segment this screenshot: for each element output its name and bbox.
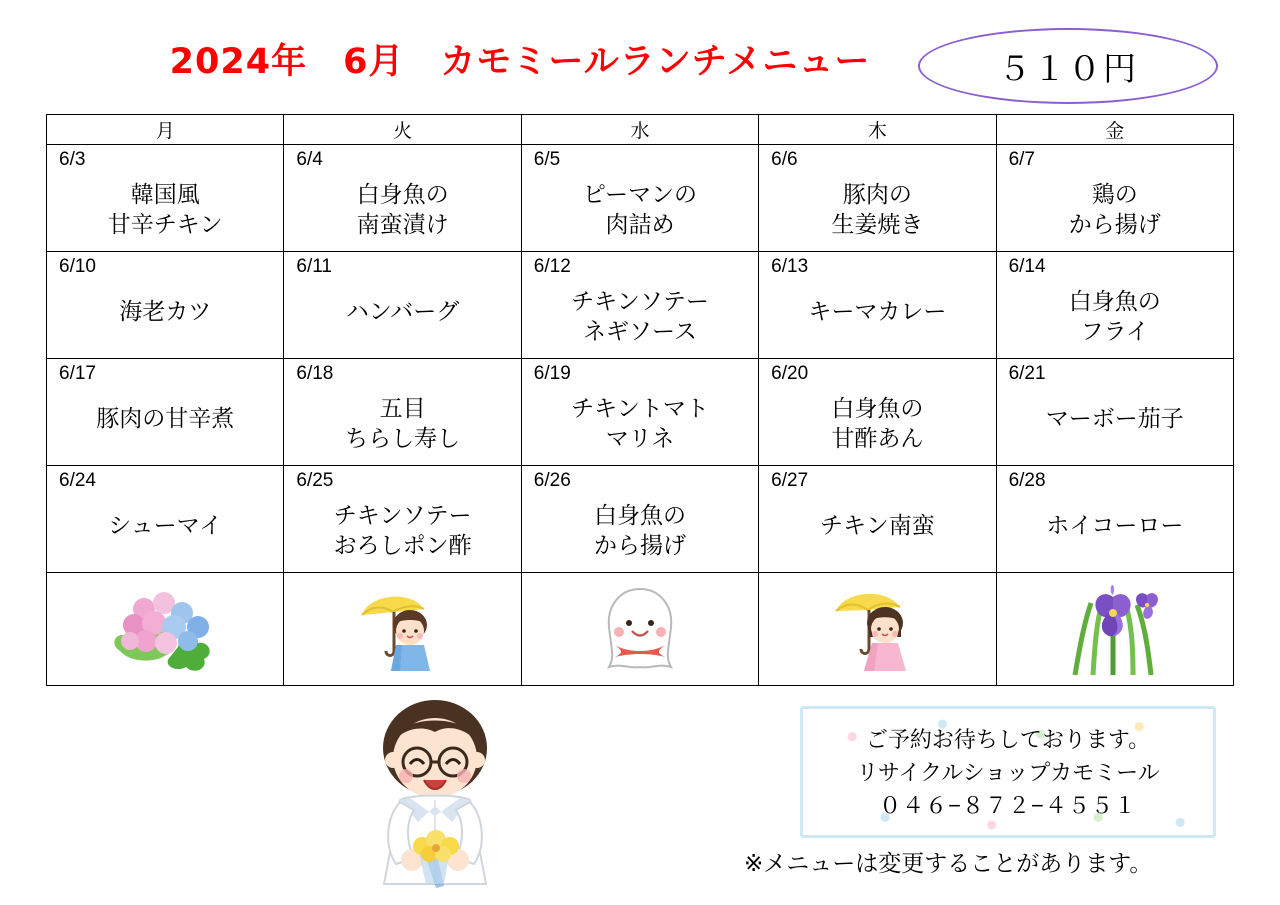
cell-date: 6/5 xyxy=(533,149,561,170)
info-line-phone: ０４６−８７２−４５５１ xyxy=(879,792,1137,818)
page-header xyxy=(0,34,1280,96)
decoration-cell xyxy=(521,573,758,686)
cell-date: 6/12 xyxy=(533,256,571,277)
cell-dish: 白身魚の フライ xyxy=(1068,288,1161,345)
menu-cell xyxy=(521,359,758,466)
menu-cell xyxy=(759,359,996,466)
cell-dish: シューマイ xyxy=(108,512,223,538)
cell-date: 6/28 xyxy=(1008,470,1046,491)
menu-cell xyxy=(521,466,758,573)
cell-date: 6/11 xyxy=(296,256,332,277)
menu-cell xyxy=(521,145,758,252)
cell-dish: 五目 ちらし寿し xyxy=(345,395,461,452)
decoration-cell xyxy=(759,573,996,686)
cell-dish: ホイコーロー xyxy=(1046,512,1184,538)
menu-cell xyxy=(996,359,1233,466)
menu-cell xyxy=(47,359,284,466)
cell-dish: ピーマンの 肉詰め xyxy=(582,181,698,238)
menu-cell xyxy=(47,252,284,359)
cell-date: 6/7 xyxy=(1008,149,1035,170)
menu-cell xyxy=(759,466,996,573)
decoration-cell xyxy=(47,573,284,686)
cell-dish: チキンソテー おろしポン酢 xyxy=(333,502,472,559)
menu-cell xyxy=(996,145,1233,252)
table-row xyxy=(47,252,1234,359)
decoration-cell xyxy=(996,573,1233,686)
cell-date: 6/4 xyxy=(296,149,323,170)
cell-date: 6/24 xyxy=(59,470,96,491)
cell-date: 6/10 xyxy=(59,256,96,277)
info-line-shopname: リサイクルショップカモミール xyxy=(856,759,1160,785)
menu-cell xyxy=(759,145,996,252)
menu-table xyxy=(46,114,1234,686)
weekday-header-mon: 月 xyxy=(47,115,284,145)
weekday-header-wed: 水 xyxy=(521,115,758,145)
iris-flower-icon xyxy=(997,573,1233,685)
cell-date: 6/14 xyxy=(1008,256,1046,277)
menu-cell xyxy=(47,466,284,573)
menu-cell xyxy=(284,145,521,252)
cell-dish: マーボー茄子 xyxy=(1045,405,1184,431)
cell-date: 6/27 xyxy=(771,470,809,491)
cell-dish: 白身魚の から揚げ xyxy=(593,502,686,559)
cell-dish: 豚肉の甘辛煮 xyxy=(96,405,235,431)
menu-change-note: ※メニューは変更することがあります。 xyxy=(744,850,1153,876)
cell-dish: キーマカレー xyxy=(808,298,947,324)
hydrangea-icon xyxy=(47,573,283,685)
cell-dish: 白身魚の 甘酢あん xyxy=(831,395,924,452)
menu-cell xyxy=(284,252,521,359)
girl-with-umbrella-icon xyxy=(759,573,995,685)
price-badge xyxy=(918,28,1218,104)
cell-dish: 韓国風 甘辛チキン xyxy=(107,181,223,238)
cell-date: 6/25 xyxy=(296,470,334,491)
cell-dish: 豚肉の 生姜焼き xyxy=(831,181,924,238)
menu-cell xyxy=(521,252,758,359)
cell-dish: チキン南蛮 xyxy=(819,512,935,538)
cell-date: 6/3 xyxy=(59,149,86,170)
teruteru-bozu-icon xyxy=(522,573,758,685)
weekday-header-tue: 火 xyxy=(284,115,521,145)
cell-date: 6/13 xyxy=(771,256,809,277)
menu-cell xyxy=(47,145,284,252)
menu-cell xyxy=(996,252,1233,359)
info-line-reservation: ご予約お待ちしております。 xyxy=(865,726,1151,752)
cell-date: 6/17 xyxy=(59,363,96,384)
chef-with-flowers-icon xyxy=(340,688,530,898)
cell-dish: チキントマト マリネ xyxy=(571,395,709,452)
price-text: ５１０円 xyxy=(998,49,1138,87)
cell-dish: 鶏の から揚げ xyxy=(1068,181,1161,238)
menu-cell xyxy=(284,359,521,466)
cell-date: 6/26 xyxy=(533,470,571,491)
cell-date: 6/18 xyxy=(296,363,334,384)
cell-date: 6/6 xyxy=(771,149,798,170)
weekday-header-thu: 木 xyxy=(759,115,996,145)
decoration-cell xyxy=(284,573,521,686)
cell-date: 6/21 xyxy=(1008,363,1046,384)
cell-dish: 海老カツ xyxy=(119,298,212,324)
menu-cell xyxy=(284,466,521,573)
table-row xyxy=(47,145,1234,252)
cell-dish: チキンソテー ネギソース xyxy=(571,288,709,345)
cell-dish: ハンバーグ xyxy=(345,298,460,324)
weekday-header-fri: 金 xyxy=(996,115,1233,145)
cell-dish: 白身魚の 南蛮漬け xyxy=(356,181,449,238)
reservation-info-box xyxy=(800,706,1216,838)
cell-date: 6/19 xyxy=(533,363,571,384)
boy-with-umbrella-icon xyxy=(284,573,520,685)
table-header-row xyxy=(47,115,1234,145)
table-row xyxy=(47,466,1234,573)
decoration-row xyxy=(47,573,1234,686)
table-row xyxy=(47,359,1234,466)
cell-date: 6/20 xyxy=(771,363,809,384)
menu-cell xyxy=(759,252,996,359)
page-title: 2024年 6月 カモミールランチメニュー xyxy=(169,42,871,82)
menu-cell xyxy=(996,466,1233,573)
